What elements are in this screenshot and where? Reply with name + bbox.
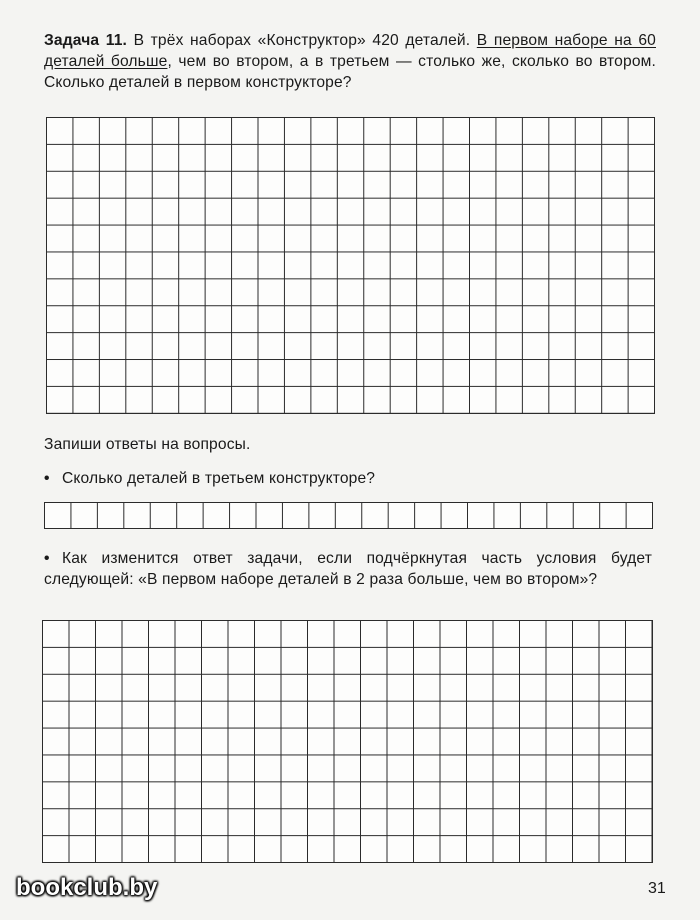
- question-1-text: Сколько деталей в третьем конструкторе?: [62, 470, 376, 487]
- task-statement: [44, 30, 656, 93]
- bullet-icon: •: [44, 550, 50, 567]
- solution-grid[interactable]: [46, 117, 655, 414]
- answer-grid[interactable]: [42, 620, 653, 863]
- question-2-text: Как изменится ответ задачи, если подчёркнутая часть условия будет следующей: «В первом наборе деталей в 2 раза больше, чем во втором»?: [44, 550, 652, 588]
- task-text-after: , чем во втором, а в третьем — столько же, сколько во втором. Сколько деталей в первом конструкторе?: [44, 53, 656, 91]
- task-underlined-condition: В первом наборе на 60 деталей больше: [44, 32, 656, 70]
- watermark-logo: bookclub.by: [16, 874, 158, 901]
- answers-prompt: Запиши ответы на вопросы.: [44, 436, 251, 453]
- task-title: Задача 11.: [44, 32, 128, 49]
- question-2: [44, 548, 652, 590]
- task-text-before: В трёх наборах «Конструктор» 420 деталей.: [127, 32, 477, 49]
- page-number: 31: [648, 880, 666, 897]
- question-1: [44, 468, 654, 489]
- bullet-icon: •: [44, 470, 50, 487]
- answer-strip[interactable]: [44, 502, 653, 529]
